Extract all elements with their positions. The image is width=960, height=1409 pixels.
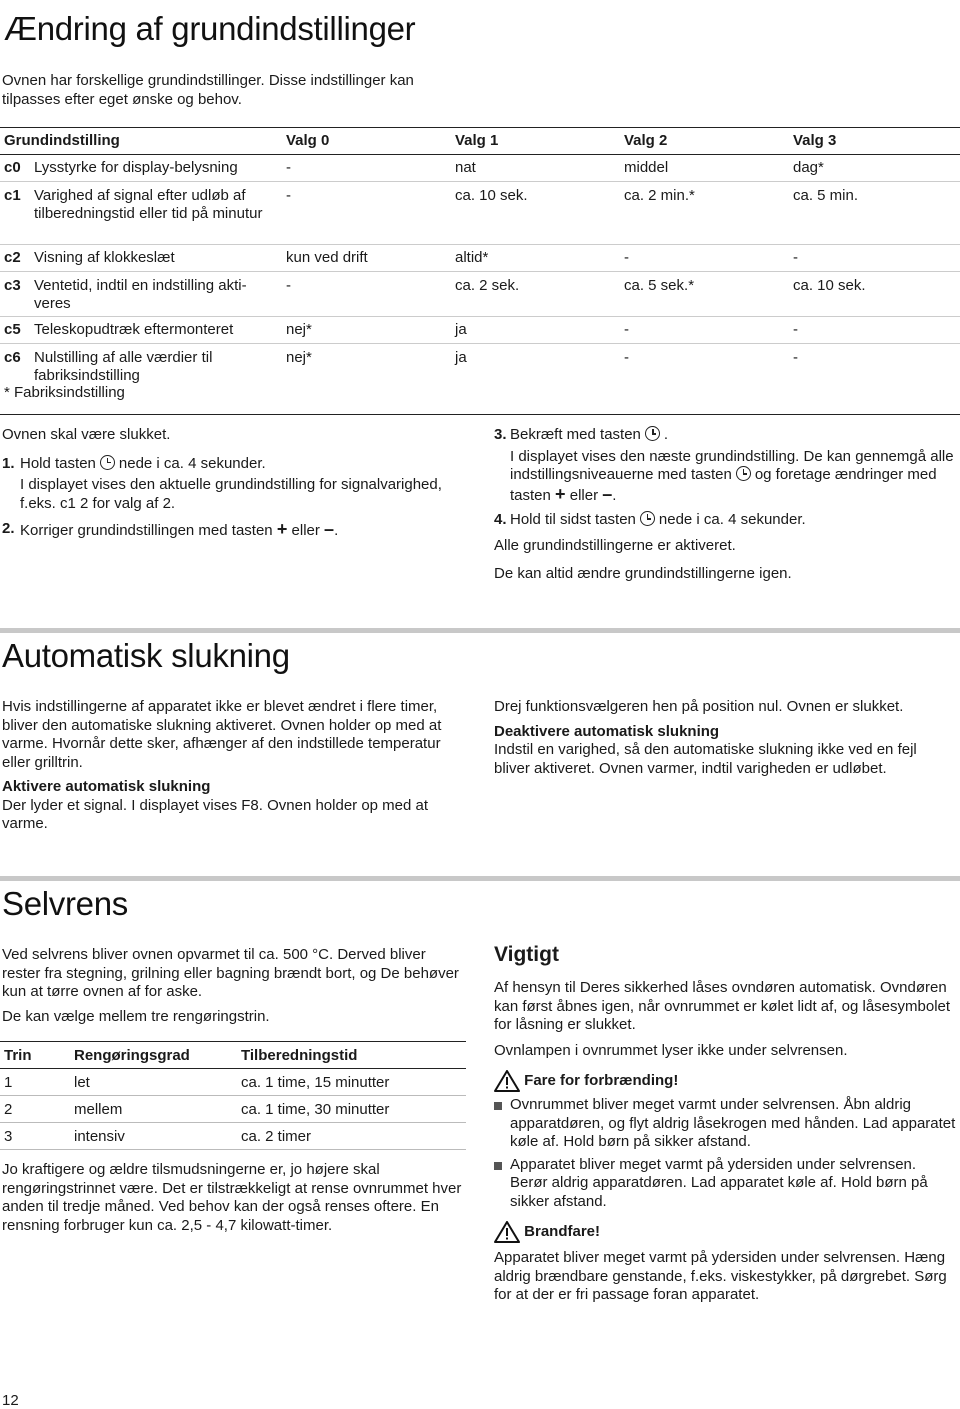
- selvrens-p2: De kan vælge mellem tre rengøringstrin.: [2, 1007, 270, 1025]
- bullet-square-icon: [494, 1102, 502, 1110]
- row-desc: Ventetid, indtil en indstilling akti-veres: [34, 277, 247, 312]
- row-desc: Lysstyrke for display-belysning: [34, 159, 238, 176]
- list-item: [494, 1096, 956, 1152]
- cell-trin: 3: [4, 1128, 13, 1145]
- clock-icon: [640, 511, 655, 526]
- row-valg1: nat: [455, 159, 476, 176]
- col-header-grundindstilling: Grundindstilling: [4, 132, 120, 149]
- step-text: nede i ca. 4 sekunder.: [118, 454, 266, 472]
- plus-icon: +: [276, 519, 288, 539]
- row-valg2: ca. 5 sek.*: [624, 277, 695, 294]
- section-title-grundindstillinger: Ændring af grundindstillinger: [4, 10, 416, 47]
- cell-tid: ca. 1 time, 15 minutter: [241, 1074, 390, 1091]
- col-header-valg2: Valg 2: [624, 132, 668, 149]
- bullet-square-icon: [494, 1162, 502, 1170]
- warning-triangle-icon: [494, 1070, 520, 1092]
- step-text: eller: [291, 522, 320, 539]
- row-valg0: kun ved drift: [286, 249, 368, 266]
- list-item-text: Apparatet bliver meget varmt på ydersiden under selvrensen. Berør aldrig apparatdøren. Lad apparatet køle af. Hold børn på sikker afstand.: [510, 1155, 928, 1210]
- step-1: [2, 455, 472, 514]
- warning-burn-title: Fare for forbrænding!: [524, 1071, 679, 1089]
- table-row: [0, 317, 960, 344]
- auto-off-right-text: Drej funktionsvælgeren hen på position nul. Ovnen er slukket.: [494, 698, 904, 715]
- row-valg1: altid*: [455, 249, 489, 266]
- step-number: 1.: [2, 454, 15, 472]
- cell-tid: ca. 2 timer: [241, 1128, 312, 1145]
- auto-off-left: [2, 698, 462, 834]
- subheading-aktivere: Aktivere automatisk slukning: [2, 778, 211, 795]
- note-text: De kan altid ændre grundindstillingerne igen.: [494, 565, 792, 582]
- selvrens-p3: Jo kraftigere og ældre tilsmudsningerne er, jo højere skal rengøringstrinnet være. Det er tilstrækkeligt at rense ovnrummet hver anden til tredje måned. Ved behov kan der også renses oftere. En rensning forbruger kun ca. 2,5 - 4,7 kilowatt-timer.: [2, 1161, 462, 1234]
- col-header-trin: Trin: [4, 1047, 32, 1064]
- row-code: c3: [4, 277, 21, 294]
- cell-tid: ca. 1 time, 30 minutter: [241, 1101, 390, 1118]
- step-text: Hold til sidst tasten: [510, 511, 636, 528]
- step-number: 4.: [494, 511, 507, 528]
- row-desc: Visning af klokkeslæt: [34, 249, 175, 266]
- section-divider: [0, 628, 960, 633]
- clock-icon: [100, 455, 115, 470]
- col-header-valg3: Valg 3: [793, 132, 837, 149]
- step-subtext: I displayet vises den aktuelle grundindstilling for signalvarighed, f.eks. c1 2 for valg af 2.: [20, 476, 442, 512]
- warning-fire-text: Apparatet bliver meget varmt på ydersiden under selvrensen. Hæng aldrig brændbare genstande, f.eks. viskestykker, på dørgrebet. Sørg for at der er fri passage foran apparatet.: [494, 1249, 947, 1303]
- step-subtext: og foretage ændringer med tasten: [510, 466, 937, 504]
- row-valg1: ja: [455, 349, 467, 366]
- list-item-text: Ovnrummet bliver meget varmt under selvrensen. Åbn aldrig apparatdøren, og flyt aldrig låsekrogen med hånden. Lad apparatet køle af. Hold børn på sikker afstand.: [510, 1096, 956, 1150]
- section-title-selvrens: Selvrens: [2, 885, 128, 922]
- clock-icon: [736, 466, 751, 481]
- vigtigt-title: Vigtigt: [494, 943, 559, 966]
- row-valg2: -: [624, 321, 629, 338]
- list-item: [494, 1156, 956, 1212]
- step-text: nede i ca. 4 sekunder.: [658, 511, 806, 528]
- section-title-automatisk-slukning: Automatisk slukning: [2, 637, 290, 674]
- table-row: [0, 1123, 466, 1150]
- row-valg3: -: [793, 321, 798, 338]
- table-row: [0, 344, 960, 415]
- table-row: [0, 1069, 466, 1096]
- row-valg3: ca. 10 sek.: [793, 277, 866, 294]
- cell-grad: let: [74, 1074, 90, 1091]
- minus-icon: –: [602, 483, 613, 504]
- result-text: Alle grundindstillingerne er aktiveret.: [494, 536, 736, 554]
- step-text: .: [663, 426, 669, 443]
- instructions-right: [494, 426, 954, 584]
- row-valg1: ja: [455, 321, 467, 338]
- row-valg0: -: [286, 187, 291, 204]
- row-code: c0: [4, 159, 21, 176]
- section-divider: [0, 876, 960, 881]
- row-code: c5: [4, 321, 21, 338]
- table-row: [0, 182, 960, 245]
- step-text: Bekræft med tasten: [510, 426, 641, 443]
- warning-fire: [494, 1221, 956, 1243]
- row-code: c6: [4, 349, 21, 366]
- step-text: .: [334, 522, 339, 539]
- row-valg1: ca. 10 sek.: [455, 187, 528, 204]
- selvrens-intro: [2, 946, 466, 1026]
- row-desc: Nulstilling af alle værdier til fabriksindstilling: [34, 349, 213, 384]
- precondition-text: Ovnen skal være slukket.: [2, 426, 171, 443]
- table-row: [0, 1096, 466, 1123]
- col-header-valg1: Valg 1: [455, 132, 499, 149]
- row-valg3: -: [793, 349, 798, 366]
- row-valg0: -: [286, 277, 291, 294]
- intro-text: Ovnen har forskellige grundindstillinger. Disse indstillinger kan tilpasses efter eget ønske og behov.: [2, 72, 414, 108]
- settings-table-header: [0, 128, 960, 155]
- subheading-deaktivere: Deaktivere automatisk slukning: [494, 722, 720, 740]
- cell-trin: 2: [4, 1101, 13, 1118]
- row-valg1: ca. 2 sek.: [455, 277, 520, 294]
- col-header-valg0: Valg 0: [286, 132, 330, 149]
- warning-triangle-icon: [494, 1221, 520, 1243]
- row-valg0: -: [286, 159, 291, 176]
- step-3: [494, 426, 954, 505]
- cell-grad: mellem: [74, 1101, 123, 1118]
- table-row: [0, 272, 960, 317]
- row-code: c2: [4, 249, 21, 266]
- step-2: [2, 520, 472, 541]
- col-header-rengoringsgrad: Rengøringsgrad: [74, 1047, 190, 1064]
- clean-levels-table: [0, 1041, 466, 1150]
- selvrens-p1: Ved selvrens bliver ovnen opvarmet til ca. 500 °C. Derved bliver rester fra stegning, grilning eller bagning brændt bort, og De behøver kun at tørre ovnen af for aske.: [2, 946, 459, 1000]
- row-valg2: -: [624, 249, 629, 266]
- step-number: 3.: [494, 426, 507, 443]
- step-4: [494, 511, 954, 530]
- instructions-left: [2, 426, 472, 541]
- clean-table-header: [0, 1041, 466, 1069]
- step-text: Korriger grundindstillingen med tasten: [20, 522, 273, 539]
- table-footnote: * Fabriksindstilling: [4, 384, 125, 401]
- step-text: .: [612, 486, 617, 504]
- cell-trin: 1: [4, 1074, 13, 1091]
- row-desc: Varighed af signal efter udløb af tilberedningstid eller tid på minutur: [34, 187, 263, 222]
- deaktivere-text: Indstil en varighed, så den automatiske slukning ikke ved en fejl bliver aktiveret. Ovnen varmer, indtil varigheden er udløbet.: [494, 741, 917, 777]
- clock-icon: [645, 426, 660, 441]
- auto-off-intro: Hvis indstillingerne af apparatet ikke er blevet ændret i flere timer, bliver den automatiske slukning aktiveret. Ovnen holder op med at varme. Hvornår dette sker, afhænger af den indstillede temperatur eller grilltrin.: [2, 698, 442, 771]
- row-valg3: ca. 5 min.: [793, 187, 859, 204]
- row-code: c1: [4, 187, 21, 204]
- table-row: [0, 245, 960, 272]
- step-text: Hold tasten: [20, 454, 96, 472]
- row-desc: Teleskopudtræk eftermonteret: [34, 321, 234, 338]
- row-valg2: -: [624, 349, 629, 366]
- auto-off-right: [494, 698, 956, 778]
- settings-table: [0, 127, 960, 415]
- col-header-tilberedningstid: Tilberedningstid: [241, 1047, 358, 1064]
- step-text: eller: [569, 486, 599, 504]
- cell-grad: intensiv: [74, 1128, 125, 1145]
- row-valg3: dag*: [793, 159, 824, 176]
- row-valg3: -: [793, 249, 798, 266]
- step-subtext: I displayet vises den næste grundindstilling. De kan gennemgå alle indstillingsniveauerne med tasten: [510, 447, 954, 483]
- row-valg2: middel: [624, 159, 669, 176]
- warning-burn: [494, 1070, 956, 1092]
- step-number: 2.: [2, 520, 15, 537]
- aktivere-text: Der lyder et signal. I displayet vises F8. Ovnen holder op med at varme.: [2, 796, 429, 832]
- warning-fire-title: Brandfare!: [524, 1222, 601, 1240]
- vigtigt-p2: Ovnlampen i ovnrummet lyser ikke under selvrensen.: [494, 1041, 848, 1059]
- minus-icon: –: [324, 519, 335, 539]
- plus-icon: +: [555, 483, 566, 504]
- table-row: [0, 155, 960, 182]
- vigtigt-box: [494, 943, 956, 1305]
- row-valg0: nej*: [286, 349, 312, 366]
- vigtigt-p1: Af hensyn til Deres sikkerhed låses ovndøren automatisk. Ovndøren kan først åbnes igen, når ovnrummet er kølet lidt af, og låsesymbolet for låsning er slukket.: [494, 979, 951, 1033]
- row-valg2: ca. 2 min.*: [624, 187, 695, 204]
- row-valg0: nej*: [286, 321, 312, 338]
- page-number: 12: [2, 1392, 19, 1409]
